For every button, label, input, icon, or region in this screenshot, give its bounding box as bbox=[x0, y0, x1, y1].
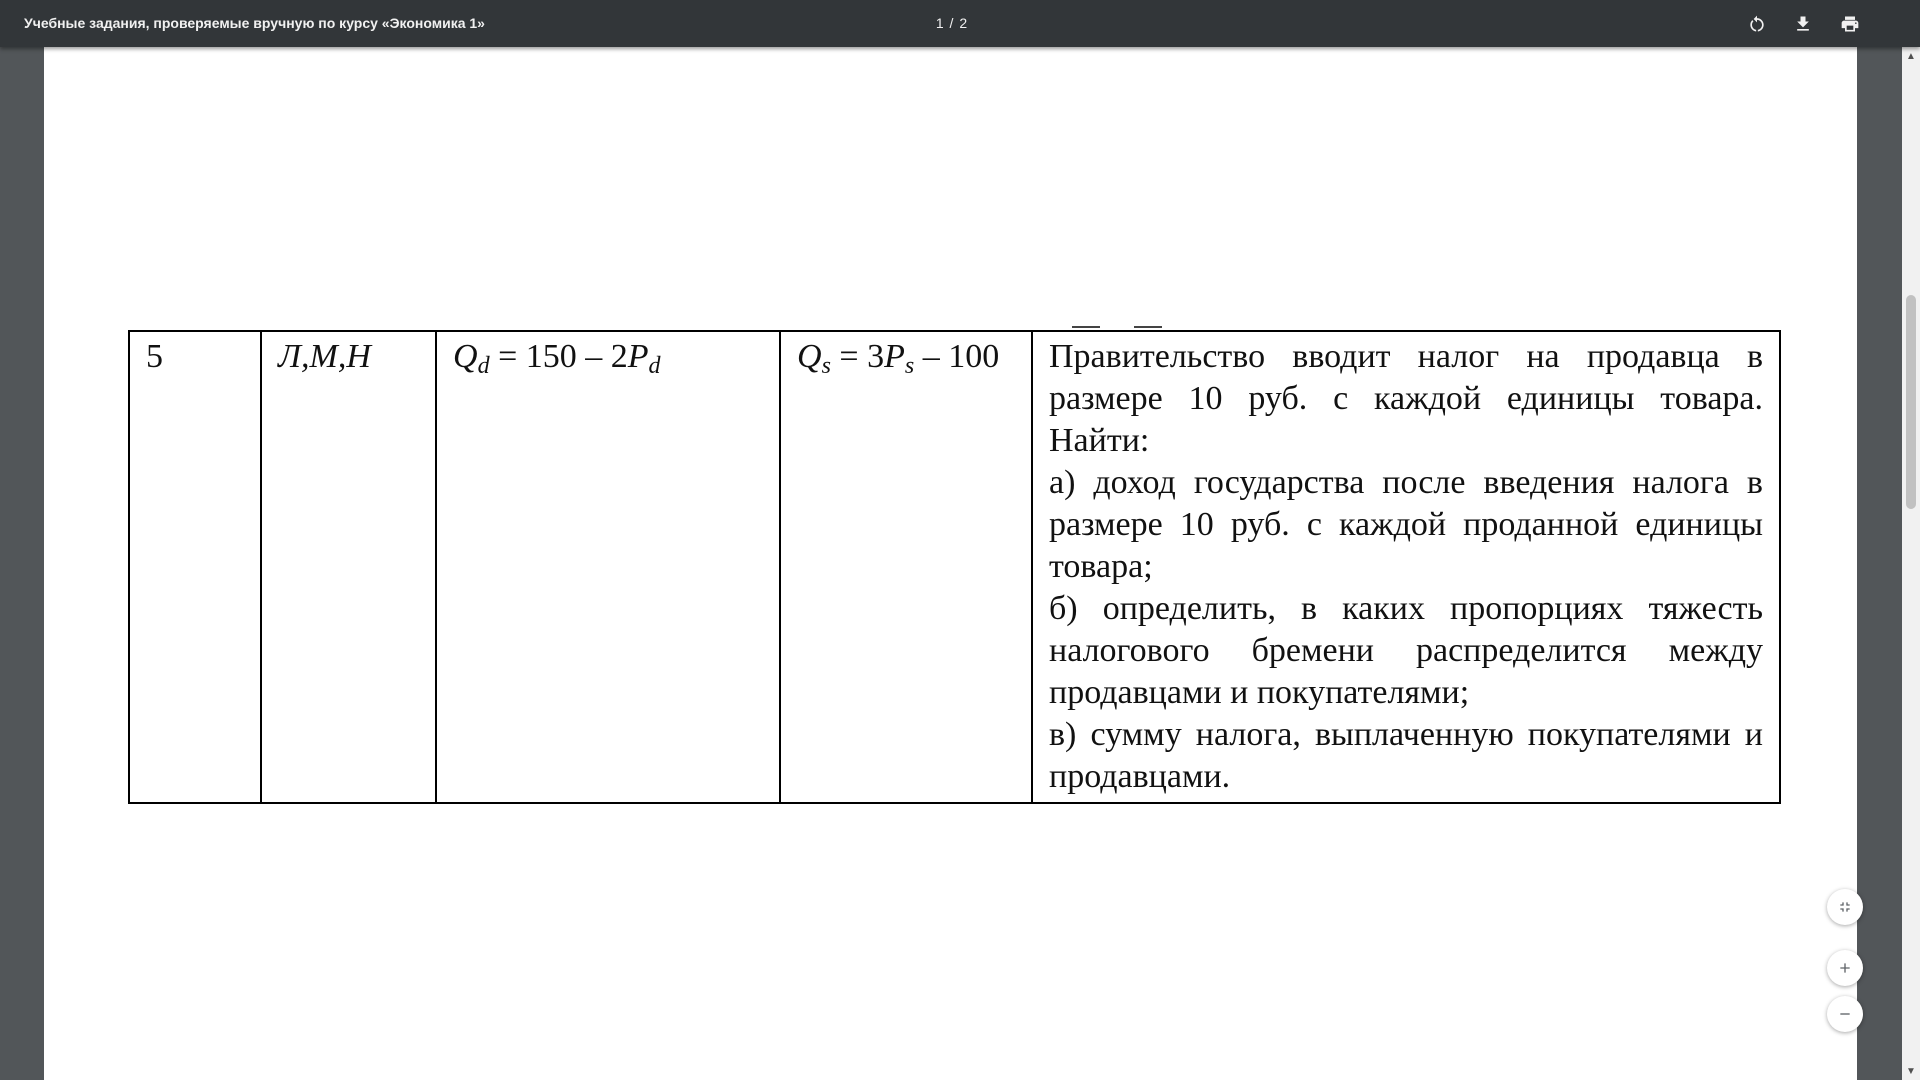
task-number: 5 bbox=[129, 331, 261, 803]
demand-p: P bbox=[627, 338, 649, 375]
zoom-out-icon bbox=[1837, 1006, 1853, 1022]
supply-p: P bbox=[884, 338, 905, 375]
task-text-c: в) сумму налога, выплаченную покупателями и продавцами. bbox=[1049, 716, 1763, 795]
demand-q-sub: d bbox=[477, 353, 490, 379]
supply-q-sub: s bbox=[821, 353, 831, 379]
pdf-viewer[interactable] bbox=[0, 47, 1902, 1080]
fit-page-button[interactable] bbox=[1827, 889, 1863, 925]
zoom-in-icon bbox=[1837, 960, 1853, 976]
zoom-out-button[interactable] bbox=[1827, 996, 1863, 1032]
download-button[interactable] bbox=[1787, 8, 1819, 40]
supply-rest: = 3 bbox=[830, 338, 885, 375]
supply-q: Q bbox=[797, 338, 822, 375]
print-button[interactable] bbox=[1834, 8, 1866, 40]
demand-rest: = 150 – 2 bbox=[489, 338, 628, 375]
task-text-b: б) определить, в каких пропорциях тяжесть налогового бремени распределится между продавцами и покупателями; bbox=[1049, 590, 1763, 711]
demand-p-sub: d bbox=[648, 353, 661, 379]
scroll-thumb[interactable] bbox=[1906, 295, 1916, 509]
download-icon bbox=[1793, 14, 1813, 34]
fit-page-icon bbox=[1837, 899, 1853, 915]
vertical-scrollbar[interactable] bbox=[1902, 47, 1920, 1080]
rotate-icon bbox=[1747, 14, 1767, 34]
pdf-page bbox=[44, 47, 1857, 1080]
supply-tail: – 100 bbox=[914, 338, 1000, 375]
page-edge bbox=[44, 47, 118, 50]
rotate-button[interactable] bbox=[1741, 8, 1773, 40]
task-variants: Л,М,Н bbox=[261, 331, 436, 803]
table-row bbox=[129, 331, 1780, 803]
scroll-up-arrow-icon[interactable]: ▲ bbox=[1906, 50, 1916, 62]
document-title: Учебные задания, проверяемые вручную по курсу «Экономика 1» bbox=[24, 15, 485, 31]
scroll-down-arrow-icon[interactable]: ▼ bbox=[1906, 1065, 1916, 1077]
demand-function bbox=[436, 331, 780, 803]
print-icon bbox=[1840, 14, 1860, 34]
task-table bbox=[128, 330, 1781, 804]
cut-off-text bbox=[1072, 317, 1252, 330]
task-text-intro: Правительство вводит налог на продавца в размере 10 руб. с каждой единицы товара. Найти: bbox=[1049, 338, 1763, 459]
task-text-a: а) доход государства после введения налога в размере 10 руб. с каждой проданной единицы товара; bbox=[1049, 464, 1763, 585]
supply-p-sub: s bbox=[904, 353, 915, 379]
supply-function bbox=[780, 331, 1032, 803]
task-description bbox=[1032, 331, 1780, 803]
page-indicator: 1 / 2 bbox=[935, 15, 969, 31]
zoom-in-button[interactable] bbox=[1827, 950, 1863, 986]
pdf-toolbar bbox=[0, 0, 1920, 47]
demand-q: Q bbox=[453, 338, 478, 375]
